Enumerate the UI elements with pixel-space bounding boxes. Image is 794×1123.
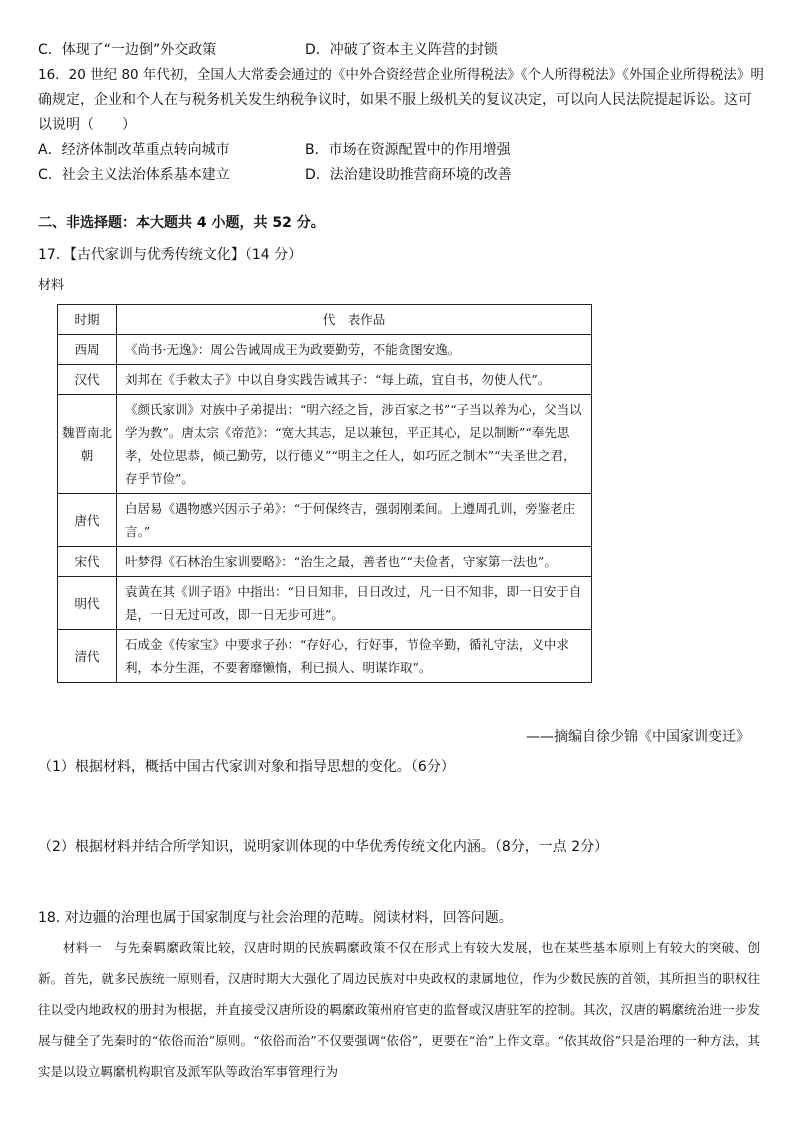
table-row (58, 494, 592, 547)
q16-stem-line3: 以说明（ ） (38, 117, 136, 133)
table-row (58, 547, 592, 577)
q17-title: 17．【古代家训与优秀传统文化】（14 分） (38, 247, 303, 263)
table-cell-content: 叶梦得《石林治生家训要略》：“治生之最，善者也”“夫俭者，守家第一法也”。 (117, 547, 592, 577)
table-row (58, 335, 592, 365)
table-cell-period: 魏晋南北朝 (58, 395, 117, 494)
table-cell-period: 明代 (58, 577, 117, 630)
q16-option-d: D．法治建设助推营商环境的改善 (305, 167, 512, 183)
q15-option-d: D．冲破了资本主义阵营的封锁 (305, 42, 498, 58)
source-citation: ——摘编自徐少锦《中国家训变迁》 (526, 729, 750, 745)
family-instructions-table (57, 304, 592, 683)
table-row (58, 365, 592, 395)
q16-option-a: A．经济体制改革重点转向城市 (38, 142, 230, 158)
table-header-period: 时期 (58, 305, 117, 335)
table-cell-content: 《尚书·无逸》：周公告诫周成王为政要勤劳，不能贪图安逸。 (117, 335, 592, 365)
section2-title: 二、非选择题：本大题共 4 小题，共 52 分。 (38, 215, 325, 231)
q16-stem-line2: 确规定，企业和个人在与税务机关发生纳税争议时，如果不服上级机关的复议决定，可以向人民法院提起诉讼。这可 (38, 92, 752, 108)
q18-material-1-text: 材料一 与先秦羁縻政策比较，汉唐时期的民族羁縻政策不仅在形式上有较大发展，也在某些基本原则上有较大的突破、创新。首先，就多民族统一原则看，汉唐时期大大强化了周边民族对中央政权的隶属地位，作为少数民族的首领，其所担当的职权往往以受内地政权的册封为根据，并直接受汉唐所设的羁縻政策州府官吏的监督或汉唐驻军的控制。其次，汉唐的羁縻统治进一步发展与健全了先秦时的“依俗而治”原则。“依俗而治”不仅要强调“依俗”，更要在“治”上作文章。“依其故俗”只是治理的一种方法，其实是以设立羁縻机构职官及派军队等政治军事管理行为 (38, 940, 760, 1079)
table-cell-content: 袁黄在其《训子语》中指出：“日日知非，日日改过，凡一日不知非，即一日安于自是，一日无过可改，即一日无步可进”。 (117, 577, 592, 630)
table-cell-period: 西周 (58, 335, 117, 365)
table-cell-period: 宋代 (58, 547, 117, 577)
q15-option-c: C．体现了“一边倒”外交政策 (38, 42, 217, 58)
q17-sub-question-1: （1）根据材料，概括中国古代家训对象和指导思想的变化。（6分） (38, 759, 455, 775)
q17-sub-question-2: （2）根据材料并结合所学知识，说明家训体现的中华优秀传统文化内涵。（8分，一点 2分） (38, 839, 609, 855)
table-cell-period: 汉代 (58, 365, 117, 395)
q16-stem-line1: 16．20 世纪 80 年代初，全国人大常委会通过的《中外合资经营企业所得税法》《个人所得税法》《外国企业所得税法》明 (38, 67, 764, 83)
table-row (58, 395, 592, 494)
table-cell-content: 石成金《传家宝》中要求子孙：“存好心，行好事，节俭辛勤，循礼守法，义中求利，本分生涯，不要奢靡懒惰，利已损人、明谋诈取”。 (117, 630, 592, 683)
table-cell-content: 《颜氏家训》对族中子弟提出：“明六经之旨，涉百家之书”“子当以养为心，父当以学为教”。唐太宗《帝范》：“宽大其志，足以兼包，平正其心，足以制断”“奉先思孝，处位思恭，倾己勤劳，以行德义”“明主之任人，如巧匠之制木”“夫圣世之君，存乎节俭”。 (117, 395, 592, 494)
table-header-row (58, 305, 592, 335)
q18-title: 18. 对边疆的治理也属于国家制度与社会治理的范畴。阅读材料，回答问题。 (38, 910, 513, 926)
q16-option-c: C．社会主义法治体系基本建立 (38, 167, 230, 183)
q17-material-label: 材料 (38, 278, 65, 293)
table-row (58, 577, 592, 630)
table-row (58, 630, 592, 683)
table-cell-period: 唐代 (58, 494, 117, 547)
table-header-works: 代 表作品 (117, 305, 592, 335)
q16-option-b: B．市场在资源配置中的作用增强 (305, 142, 511, 158)
table-cell-content: 刘邦在《手敕太子》中以自身实践告诫其子：“每上疏，宜自书，勿使人代”。 (117, 365, 592, 395)
table-cell-content: 白居易《遇物感兴因示子弟》：“于何保终吉，强弱刚柔间。上遵周孔训，旁鉴老庄言。” (117, 494, 592, 547)
table-cell-period: 清代 (58, 630, 117, 683)
q18-material-1 (38, 932, 760, 1087)
